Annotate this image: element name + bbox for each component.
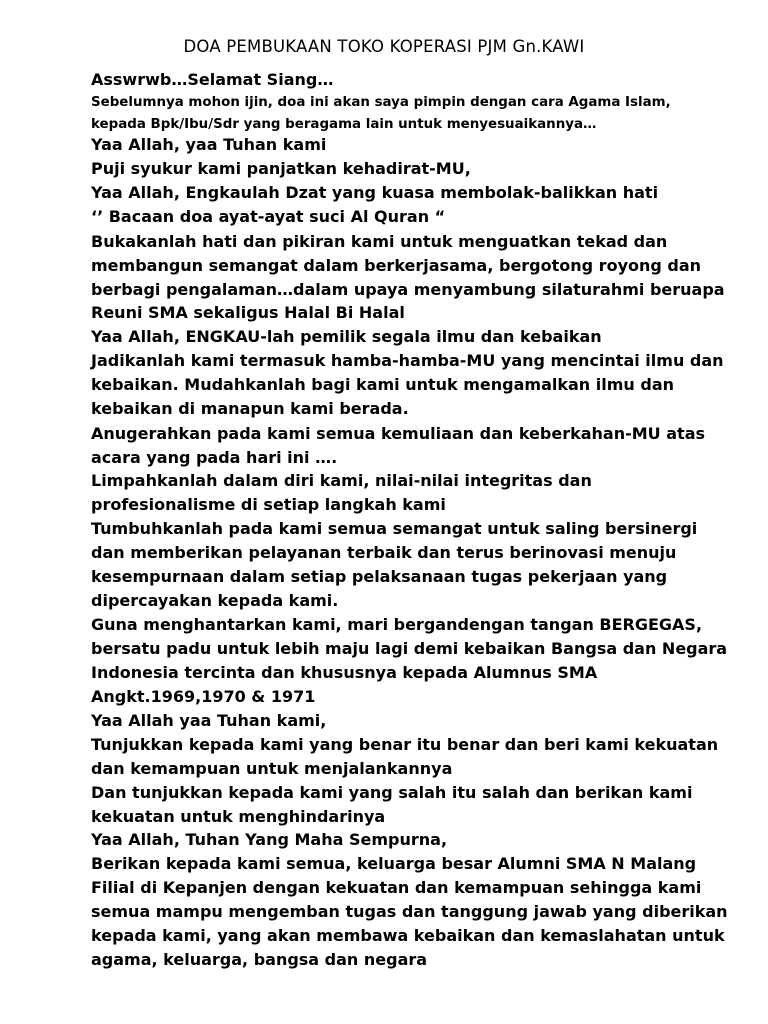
- prayer-line: Yaa Allah, ENGKAU-lah pemilik segala ilmu dan kebaikan: [91, 327, 602, 346]
- prayer-line: ‘’ Bacaan doa ayat-ayat suci Al Quran “: [91, 207, 446, 226]
- prayer-line: Jadikanlah kami termasuk hamba-hamba-MU yang mencintai ilmu dan: [91, 351, 724, 370]
- prayer-line: semua mampu mengemban tugas dan tanggung jawab yang diberikan: [91, 902, 728, 921]
- prayer-line: kebaikan. Mudahkanlah bagi kami untuk mengamalkan ilmu dan: [91, 375, 675, 394]
- prayer-line: Yaa Allah, Tuhan Yang Maha Sempurna,: [91, 830, 448, 849]
- prayer-line: membangun semangat dalam berkerjasama, bergotong royong dan: [91, 256, 702, 275]
- prayer-line: Limpahkanlah dalam diri kami, nilai-nilai integritas dan: [91, 471, 592, 490]
- prayer-line: berbagi pengalaman…dalam upaya menyambung silaturahmi beruapa: [91, 280, 725, 299]
- prayer-line: Dan tunjukkan kepada kami yang salah itu salah dan berikan kami: [91, 783, 693, 802]
- prayer-line: profesionalisme di setiap langkah kami: [91, 495, 446, 514]
- prayer-line: Anugerahkan pada kami semua kemuliaan dan keberkahan-MU atas: [91, 424, 706, 443]
- prayer-line: acara yang pada hari ini ….: [91, 448, 338, 467]
- prayer-line: Yaa Allah yaa Tuhan kami,: [91, 711, 327, 730]
- prayer-line: dipercayakan kepada kami.: [91, 591, 339, 610]
- prayer-line: Indonesia tercinta dan khususnya kepada Alumnus SMA: [91, 663, 598, 682]
- prayer-line: Tumbuhkanlah pada kami semua semangat untuk saling bersinergi: [91, 519, 698, 538]
- prayer-line: kepada kami, yang akan membawa kebaikan dan kemaslahatan untuk: [91, 926, 725, 945]
- prayer-line: bersatu padu untuk lebih maju lagi demi kebaikan Bangsa dan Negara: [91, 639, 728, 658]
- prayer-line: Reuni SMA sekaligus Halal Bi Halal: [91, 303, 405, 322]
- prayer-line: Angkt.1969,1970 & 1971: [91, 687, 316, 706]
- greeting-line: Asswrwb…Selamat Siang…: [91, 70, 334, 89]
- prayer-line: dan kemampuan untuk menjalankannya: [91, 759, 453, 778]
- prayer-line: Berikan kepada kami semua, keluarga besar Alumni SMA N Malang: [91, 854, 697, 873]
- prayer-line: Filial di Kepanjen dengan kekuatan dan kemampuan sehingga kami: [91, 878, 702, 897]
- prayer-line: dan memberikan pelayanan terbaik dan terus berinovasi menuju: [91, 543, 677, 562]
- prayer-line: kekuatan untuk menghindarinya: [91, 807, 386, 826]
- document-title: DOA PEMBUKAAN TOKO KOPERASI PJM Gn.KAWI: [183, 37, 585, 56]
- prayer-line: Puji syukur kami panjatkan kehadirat-MU,: [91, 159, 471, 178]
- prayer-line: Yaa Allah, Engkaulah Dzat yang kuasa membolak-balikkan hati: [91, 183, 659, 202]
- prayer-line: agama, keluarga, bangsa dan negara: [91, 950, 428, 969]
- prayer-line: Guna menghantarkan kami, mari bergandengan tangan BERGEGAS,: [91, 615, 703, 634]
- prayer-line: kesempurnaan dalam setiap pelaksanaan tugas pekerjaan yang: [91, 567, 668, 586]
- prayer-line: Tunjukkan kepada kami yang benar itu benar dan beri kami kekuatan: [91, 735, 719, 754]
- prayer-line: Yaa Allah, yaa Tuhan kami: [91, 135, 327, 154]
- prayer-line: kebaikan di manapun kami berada.: [91, 399, 409, 418]
- prayer-line: Bukakanlah hati dan pikiran kami untuk menguatkan tekad dan: [91, 232, 668, 251]
- intro-line: kepada Bpk/Ibu/Sdr yang beragama lain untuk menyesuaikannya…: [91, 117, 597, 132]
- intro-line: Sebelumnya mohon ijin, doa ini akan saya pimpin dengan cara Agama Islam,: [91, 95, 671, 110]
